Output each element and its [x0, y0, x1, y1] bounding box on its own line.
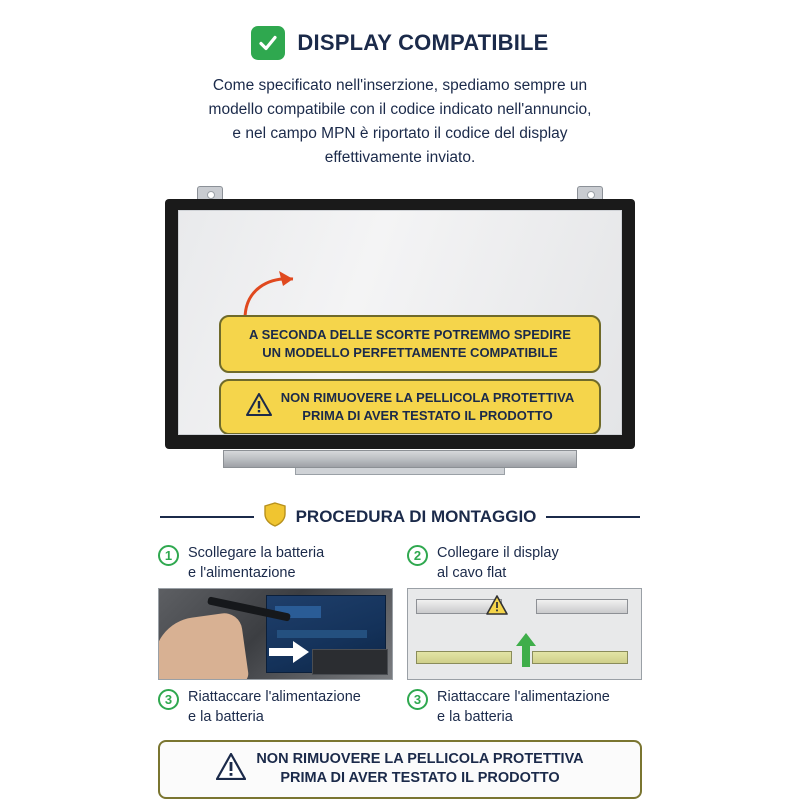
compatibility-callout-line-2: UN MODELLO PERFETTAMENTE COMPATIBILE — [262, 344, 558, 360]
procedure-column-left — [158, 544, 393, 730]
content-column — [158, 0, 642, 800]
procedure-title: PROCEDURA DI MONTAGGIO — [295, 507, 537, 527]
step-3-right-text — [437, 688, 610, 727]
shield-icon — [264, 502, 286, 532]
warning-triangle-icon-small — [486, 595, 508, 620]
header — [158, 26, 642, 60]
flat-cable-graphic-2 — [532, 651, 628, 664]
hand-graphic — [158, 611, 250, 680]
bottom-warning-line-1: NON RIMUOVERE LA PELLICOLA PROTETTIVA — [256, 751, 584, 767]
procedure-header — [158, 502, 642, 532]
mount-tab-right — [577, 186, 603, 200]
arrow-up-icon — [516, 633, 536, 672]
step-2-text — [437, 544, 559, 583]
check-icon — [251, 26, 285, 60]
film-warning-line-1: NON RIMUOVERE LA PELLICOLA PROTETTIVA — [280, 390, 575, 406]
divider-left — [160, 516, 254, 518]
film-warning-callout — [219, 379, 601, 435]
step-3-right-number: 3 — [407, 689, 428, 710]
display-bezel — [165, 199, 635, 449]
intro-line-1: Come specificato nell'inserzione, spediamo sempre un — [212, 77, 588, 94]
page-title: DISPLAY COMPATIBILE — [297, 30, 549, 55]
procedure-steps — [158, 544, 642, 730]
intro-line-4: effettivamente inviato. — [324, 149, 476, 167]
intro-paragraph — [164, 74, 636, 170]
step-3-right-line-1: Riattaccare l'alimentazione — [437, 689, 610, 706]
connector-graphic-2 — [536, 599, 628, 614]
flat-cable-graphic-1 — [416, 651, 512, 664]
step-1 — [158, 544, 393, 586]
display-bottom-strip — [223, 450, 577, 468]
arrow-right-icon — [269, 641, 309, 668]
step-2-number: 2 — [407, 545, 428, 566]
display-illustration — [165, 186, 635, 486]
bottom-warning-banner — [158, 740, 642, 799]
step-1-number: 1 — [158, 545, 179, 566]
step-3-left-line-2: e la batteria — [188, 708, 264, 725]
compatibility-callout-line-1: A SECONDA DELLE SCORTE POTREMMO SPEDIRE — [249, 327, 571, 343]
display-panel — [178, 210, 622, 435]
bottom-warning-text — [256, 750, 583, 788]
step-1-text — [188, 544, 324, 583]
step-1-line-1: Scollegare la batteria — [188, 545, 325, 562]
left-margin — [0, 0, 158, 800]
procedure-column-right — [407, 544, 642, 730]
divider-right — [546, 516, 640, 518]
step-2-line-1: Collegare il display — [437, 545, 559, 562]
step-2-line-2: al cavo flat — [437, 564, 507, 581]
right-margin — [642, 0, 800, 800]
flat-cable-connector-photo — [407, 588, 642, 680]
intro-line-2: modello compatibile con il codice indicato nell'annuncio, — [208, 101, 592, 119]
film-warning-callout-text — [281, 389, 574, 424]
step-3-left-text — [188, 688, 361, 727]
step-3-left — [158, 688, 393, 730]
mount-tab-left — [197, 186, 223, 200]
warning-triangle-icon-banner — [216, 753, 246, 785]
bottom-warning-line-2: PRIMA DI AVER TESTATO IL PRODOTTO — [280, 769, 560, 786]
laptop-internals-photo — [158, 588, 393, 680]
step-3-left-line-1: Riattaccare l'alimentazione — [188, 689, 361, 706]
compatibility-callout — [219, 315, 601, 373]
display-bottom-base — [295, 468, 505, 475]
step-2 — [407, 544, 642, 586]
warning-triangle-icon — [246, 393, 272, 421]
battery-graphic — [312, 649, 388, 675]
step-3-left-number: 3 — [158, 689, 179, 710]
film-warning-line-2: PRIMA DI AVER TESTATO IL PRODOTTO — [302, 407, 553, 423]
step-3-right-line-2: e la batteria — [437, 708, 513, 725]
step-3-right — [407, 688, 642, 730]
step-1-line-2: e l'alimentazione — [188, 564, 296, 581]
intro-line-3: e nel campo MPN è riportato il codice del display — [232, 125, 568, 143]
